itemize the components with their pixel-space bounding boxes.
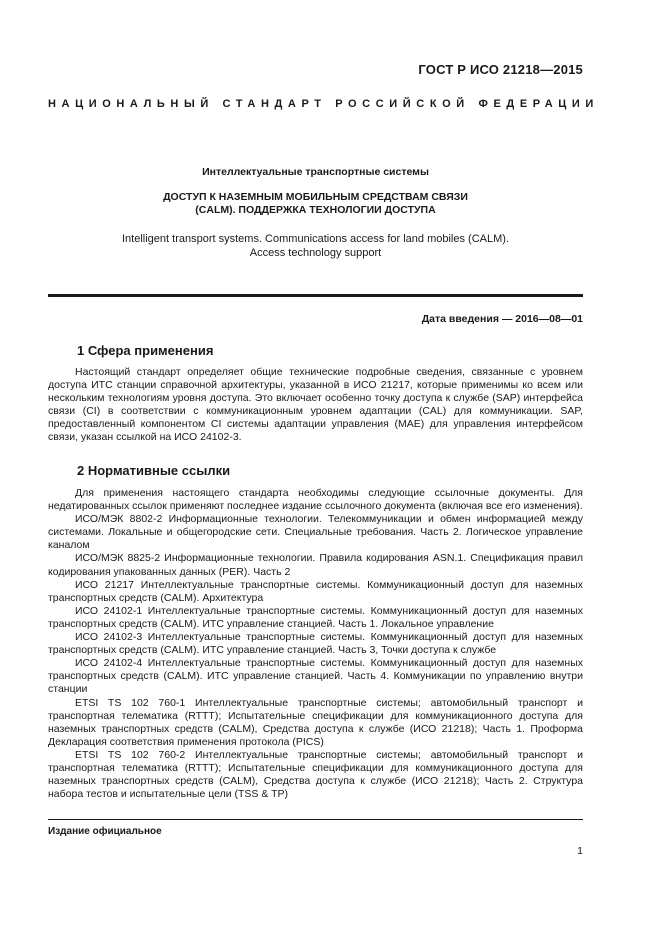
section-1-heading: 1 Сфера применения <box>77 343 214 358</box>
reference-paragraph: ИСО 24102-4 Интеллектуальные транспортные системы. Коммуникационный доступ для наземных транспортных средств (CALM). ИТС управление станцией. Часть 4. Коммуникации по управлению внутри станции <box>48 657 583 696</box>
title-russian-line-1: ДОСТУП К НАЗЕМНЫМ МОБИЛЬНЫМ СРЕДСТВАМ СВЯЗИ <box>163 191 468 203</box>
section-2-heading: 2 Нормативные ссылки <box>77 463 231 478</box>
reference-paragraph: ИСО/МЭК 8825-2 Информационные технологии. Правила кодирования ASN.1. Спецификация правил кодирования упакованных данных (PER). Часть 2 <box>48 552 583 578</box>
title-english-line-2: Access technology support <box>249 247 382 259</box>
title-english-line-1: Intelligent transport systems. Communications access for land mobiles (CALM). <box>122 233 509 245</box>
title-english <box>48 232 583 260</box>
title-series: Интеллектуальные транспортные системы <box>202 166 429 178</box>
reference-paragraph: ИСО 24102-1 Интеллектуальные транспортные системы. Коммуникационный доступ для наземных транспортных средств (CALM). ИТС управление станцией. Часть 1. Локальное управление <box>48 604 583 630</box>
national-standard-banner: НАЦИОНАЛЬНЫЙ СТАНДАРТ РОССИЙСКОЙ ФЕДЕРАЦИИ <box>48 98 599 110</box>
title-divider <box>48 294 583 297</box>
page-number: 1 <box>577 845 583 857</box>
reference-paragraph: ИСО/МЭК 8802-2 Информационные технологии. Телекоммуникации и обмен информацией между системами. Локальные и общегородские сети. Специальные требования. Часть 2. Логическое управление каналом <box>48 513 583 552</box>
reference-paragraph: Для применения настоящего стандарта необходимы следующие ссылочные документы. Для недатированных ссылок применяют последнее издание ссылочного документа (включая все его изменения). <box>48 487 583 513</box>
title-russian-line-2: (CALM). ПОДДЕРЖКА ТЕХНОЛОГИИ ДОСТУПА <box>195 204 436 216</box>
reference-paragraph: ИСО 21217 Интеллектуальные транспортные системы. Коммуникационный доступ для наземных транспортных средств (CALM). Архитектура <box>48 578 583 604</box>
section-1-text: Настоящий стандарт определяет общие технические подробные сведения, связанные с уровнем доступа ИТС станции справочной архитектуры, указанной в ИСО 21217, которые применимы ко всем или нескольким технологиям уровня доступа. Это включает особенно точку доступа к службе (SAP) интерфейса связи (CI) в соответствии с коммуникационным уровнем адаптации (CAL) для коммуникации. SAP, предоставленный компонентом CI системы адаптации управления (MAE) для управления интерфейсом связи, указан ссылкой на ИСО 24102-3. <box>48 366 583 444</box>
section-2-body <box>48 487 583 801</box>
reference-paragraph: ИСО 24102-3 Интеллектуальные транспортные системы. Коммуникационный доступ для наземных транспортных средств (CALM). ИТС управление станцией. Часть 3, Точки доступа к службе <box>48 631 583 657</box>
intro-date: Дата введения — 2016—08—01 <box>421 313 583 325</box>
reference-paragraph: ETSI TS 102 760-2 Интеллектуальные транспортные системы; автомобильный транспорт и транспортная телематика (RTTT); Испытательные спецификации для коммуникационного доступа для наземных транспортных средств (CALM), Средства доступа к службе (ИСО 21218); Часть 2. Структура набора тестов и испытательные цели (TSS & TP) <box>48 748 583 801</box>
reference-paragraph: ETSI TS 102 760-1 Интеллектуальные транспортные системы; автомобильный транспорт и транспортная телематика (RTTT); Испытательные спецификации для коммуникационного доступа для наземных транспортных средств (CALM), Средства доступа к службе (ИСО 21218); Часть 1. Проформа Декларация соответствия применения протокола (PICS) <box>48 696 583 748</box>
title-russian <box>48 191 583 217</box>
footer-divider <box>48 819 583 820</box>
standard-number: ГОСТ Р ИСО 21218—2015 <box>418 62 583 77</box>
official-edition: Издание официальное <box>48 826 162 837</box>
